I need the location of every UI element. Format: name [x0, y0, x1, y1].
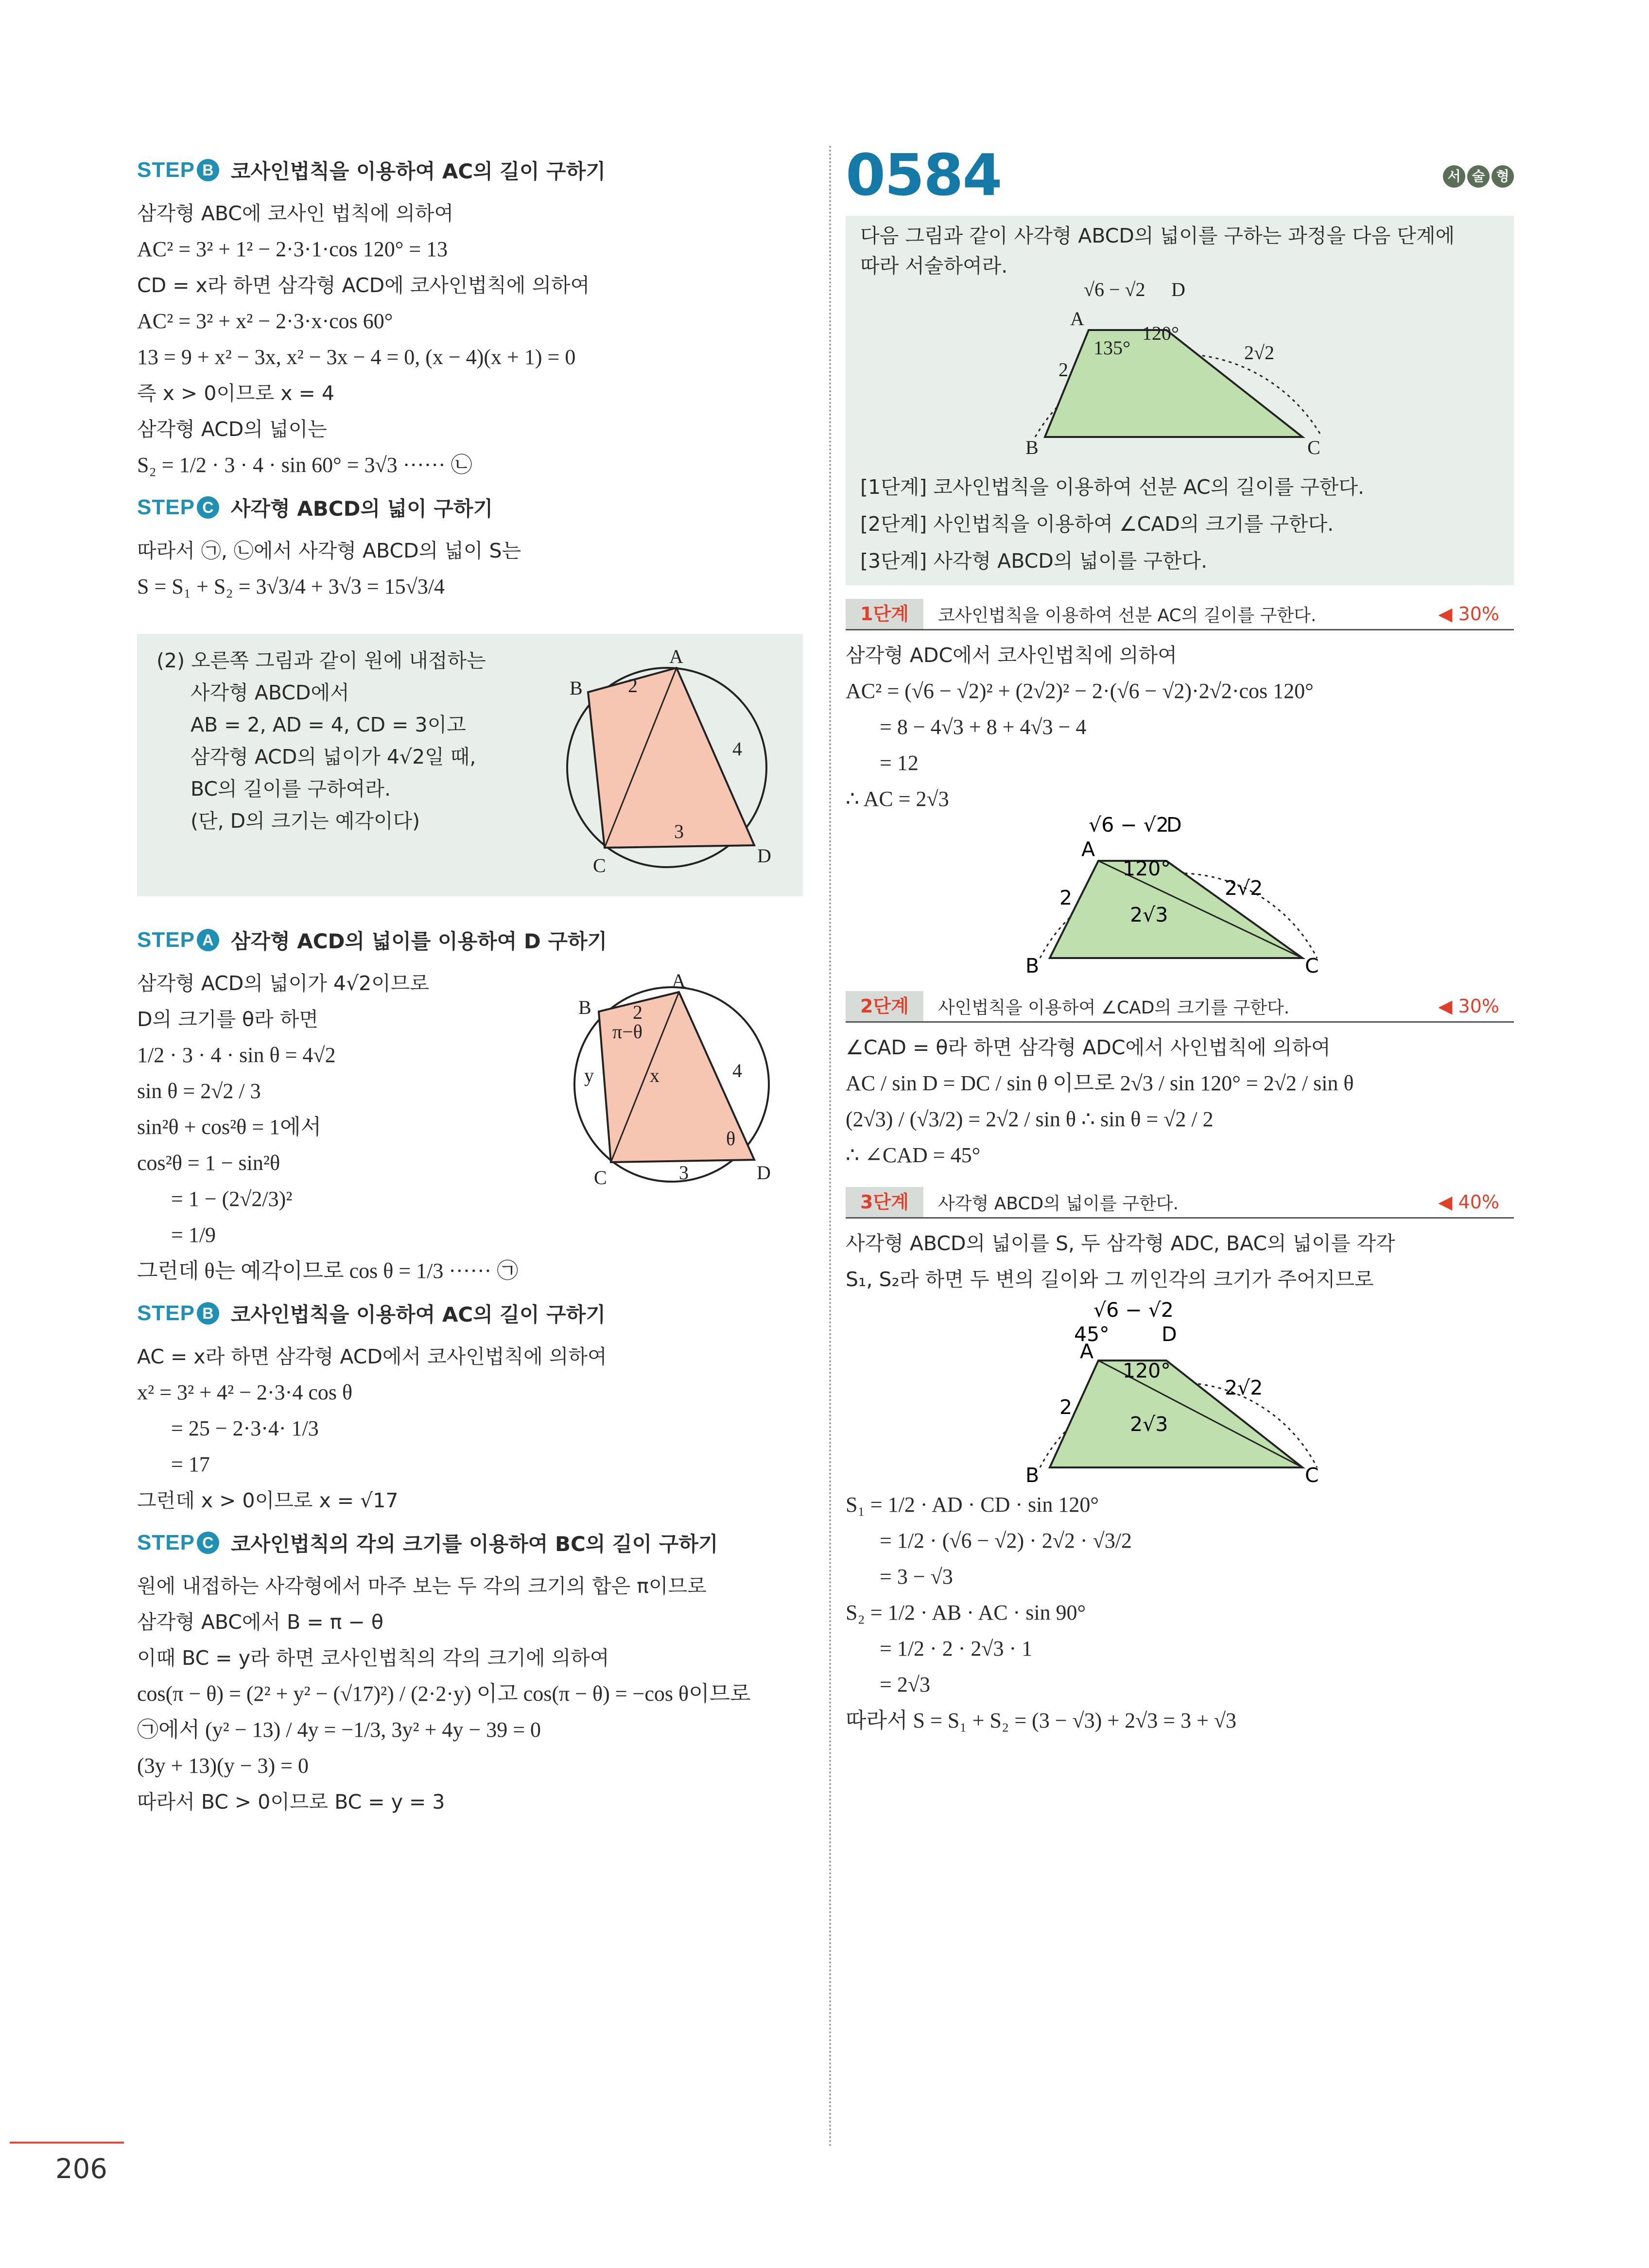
vertex-b-label: B — [1025, 954, 1040, 977]
step-c-heading — [137, 493, 803, 522]
problem-line: BC의 길이를 구하여라. — [191, 777, 391, 801]
equation-line: S = S₁ + S₂ = 3√3/4 + 3√3 = 15√3/4 — [137, 575, 445, 598]
text-line: 이때 BC = y라 하면 코사인법칙의 각의 크기에 의하여 — [137, 1646, 609, 1670]
text-line: D의 크기를 θ라 하면 — [137, 1008, 318, 1031]
essay-type-tag — [1443, 165, 1514, 188]
vertex-a-label: A — [669, 646, 683, 667]
angle-b-label: π−θ — [612, 1021, 642, 1043]
text-line: 삼각형 ACD의 넓이가 4√2이므로 — [137, 972, 429, 995]
step-label: STEP — [137, 928, 195, 952]
angle-d-label: 120° — [1123, 857, 1171, 880]
side-ab-label: 2 — [1059, 886, 1073, 909]
equation-line: x² = 3² + 4² − 2·3·4 cos θ — [137, 1380, 353, 1404]
text-line: 삼각형 ACD의 넓이는 — [137, 418, 327, 441]
equation-line: cos²θ = 1 − sin²θ — [137, 1151, 280, 1175]
equation-line: = 1/2 · 2 · 2√3 · 1 — [880, 1637, 1033, 1660]
equation-line: = 1/2 · (√6 − √2) · 2√2 · √3/2 — [880, 1529, 1132, 1553]
equation-line: S₁ = 1/2 · AD · CD · sin 120° — [846, 1493, 1099, 1517]
vertex-c-label: C — [1307, 436, 1320, 458]
side-ab-label: 2 — [1059, 359, 1068, 381]
equation-line: sin²θ + cos²θ = 1에서 — [137, 1115, 322, 1139]
inscribed-quadrilateral-figure — [565, 644, 769, 887]
equation-line: AC² = 3² + x² − 2·3·x·cos 60° — [137, 309, 393, 333]
step-label: STEP — [137, 1531, 195, 1554]
problem-line: 따라 서술하여라. — [860, 254, 1008, 278]
sub-problem-box — [137, 634, 803, 896]
page-number: 206 — [55, 2153, 107, 2185]
equation-line: = 2√3 — [880, 1673, 930, 1696]
text-line: 삼각형 ABC에 코사인 법칙에 의하여 — [137, 202, 454, 225]
trapezoid-figure-2 — [1025, 813, 1341, 977]
step-title: 코사인법칙을 이용하여 AC의 길이 구하기 — [230, 159, 606, 183]
diagonal-ac-label: 2√3 — [1130, 903, 1168, 926]
stage-percent: ◀ 30% — [1438, 995, 1499, 1017]
problem-line: 삼각형 ACD의 넓이가 4√2일 때, — [191, 745, 476, 768]
text-line: 사각형 ABCD의 넓이를 S, 두 삼각형 ADC, BAC의 넓이를 각각 — [846, 1232, 1395, 1255]
stage-badge: 3단계 — [846, 1187, 923, 1217]
quadrilateral-shape — [1050, 861, 1302, 958]
equation-line: = 1/9 — [171, 1223, 216, 1247]
tag-char: 형 — [1492, 165, 1514, 188]
side-cd-label: 3 — [674, 820, 684, 842]
side-ab-label: 2 — [628, 675, 638, 697]
angle-d-label: 120° — [1142, 322, 1179, 344]
stage-badge: 2단계 — [846, 991, 923, 1021]
right-column — [846, 141, 1514, 1739]
step-badge: B — [197, 159, 219, 181]
step-title: 사각형 ABCD의 넓이 구하기 — [230, 497, 493, 521]
equation-line: 1/2 · 3 · 4 · sin θ = 4√2 — [137, 1043, 336, 1067]
left-column — [137, 146, 803, 1820]
text-line: 그런데 x > 0이므로 x = √17 — [137, 1489, 399, 1512]
side-ad-label: 4 — [732, 1060, 742, 1082]
stage-description: [3단계] 사각형 ABCD의 넓이를 구한다. — [860, 549, 1208, 573]
stage-percent: ◀ 30% — [1438, 603, 1499, 625]
vertex-c-label: C — [1305, 1464, 1319, 1487]
stage-percent: ◀ 40% — [1438, 1191, 1499, 1213]
text-line: 삼각형 ABC에서 B = π − θ — [137, 1610, 383, 1634]
side-ab-label: 2 — [633, 1001, 642, 1023]
vertex-d-label: D — [757, 845, 771, 867]
equation-line: cos(π − θ) = (2² + y² − (√17)²) / (2·2·y) 이고 cos(π − θ) = −cos θ이므로 — [137, 1682, 751, 1706]
step-label: STEP — [137, 495, 195, 519]
text-line: 따라서 BC > 0이므로 BC = y = 3 — [137, 1790, 445, 1814]
step-a-body — [137, 965, 803, 1289]
problem-header — [846, 141, 1514, 209]
equation-line: ∴ AC = 2√3 — [846, 787, 949, 811]
angle-cad-label: 45° — [1074, 1323, 1110, 1346]
text-line: 따라서 ㉠, ㉡에서 사각형 ABCD의 넓이 S는 — [137, 539, 521, 562]
step-badge: B — [197, 1302, 219, 1325]
text-line: 삼각형 ADC에서 코사인법칙에 의하여 — [846, 644, 1177, 667]
equation-line: 13 = 9 + x² − 3x, x² − 3x − 4 = 0, (x − 4)(x + 1) = 0 — [137, 345, 576, 369]
step-label: STEP — [137, 1301, 195, 1325]
stage2-bar — [846, 991, 1514, 1023]
page-number-rule — [10, 2142, 124, 2144]
text-line: CD = x라 하면 삼각형 ACD에 코사인법칙에 의하여 — [137, 274, 590, 297]
stage-badge: 1단계 — [846, 599, 923, 629]
problem-line: 사각형 ABCD에서 — [191, 681, 349, 704]
vertex-d-label: D — [1166, 813, 1182, 837]
problem-line: AB = 2, AD = 4, CD = 3이고 — [191, 713, 466, 736]
vertex-b-label: B — [1025, 1464, 1040, 1487]
step-badge: C — [197, 496, 219, 519]
equation-line: (3y + 13)(y − 3) = 0 — [137, 1754, 309, 1778]
equation-line: = 3 − √3 — [880, 1565, 953, 1588]
side-cd-label: 2√2 — [1244, 342, 1274, 364]
equation-line: 따라서 S = S₁ + S₂ = (3 − √3) + 2√3 = 3 + √3 — [846, 1709, 1237, 1732]
vertex-a-label: A — [1070, 308, 1084, 330]
vertex-c-label: C — [593, 855, 606, 876]
vertex-c-label: C — [1305, 954, 1319, 977]
vertex-d-label: D — [1171, 279, 1185, 300]
stage-description: [2단계] 사인법칙을 이용하여 ∠CAD의 크기를 구한다. — [860, 512, 1334, 536]
equation-line: 그런데 θ는 예각이므로 cos θ = 1/3 ······ ㉠ — [137, 1259, 519, 1283]
problem-line: 다음 그림과 같이 사각형 ABCD의 넓이를 구하는 과정을 다음 단계에 — [860, 224, 1455, 247]
step-c-heading-2 — [137, 1528, 803, 1557]
step-b-heading-2 — [137, 1299, 803, 1328]
stage-title: 사각형 ABCD의 넓이를 구한다. — [937, 1193, 1179, 1214]
vertex-c-label: C — [594, 1167, 607, 1188]
stage-description: [1단계] 코사인법칙을 이용하여 선분 AC의 길이를 구한다. — [860, 475, 1364, 499]
text-line: AC = x라 하면 삼각형 ACD에서 코사인법칙에 의하여 — [137, 1345, 607, 1368]
vertex-b-label: B — [578, 996, 591, 1018]
side-cd-label: 2√2 — [1225, 1376, 1263, 1399]
side-bc-label: y — [584, 1064, 594, 1086]
vertex-b-label: B — [570, 677, 583, 699]
equation-line: = 17 — [171, 1452, 210, 1476]
step-label: STEP — [137, 158, 195, 182]
tag-char: 서 — [1443, 165, 1465, 188]
side-ad-label: √6 − √2 — [1084, 279, 1146, 300]
column-divider — [829, 146, 831, 2148]
step-title: 삼각형 ACD의 넓이를 이용하여 D 구하기 — [230, 929, 608, 953]
angle-d-label: θ — [726, 1128, 736, 1150]
trapezoid-figure — [1016, 277, 1356, 461]
angle-a-label: 135° — [1094, 337, 1130, 359]
equation-line: = 1 − (2√2/3)² — [171, 1187, 293, 1211]
side-cd-label: 2√2 — [1225, 876, 1263, 900]
equation-line: AC / sin D = DC / sin θ 이므로 2√3 / sin 120° = 2√2 / sin θ — [846, 1071, 1354, 1095]
step-badge: A — [197, 929, 219, 951]
step-badge: C — [197, 1532, 219, 1554]
problem-line: (2) 오른쪽 그림과 같이 원에 내접하는 — [156, 649, 486, 672]
equation-line: S₂ = 1/2 · 3 · 4 · sin 60° = 3√3 ······ ㉡ — [137, 453, 472, 477]
vertex-d-label: D — [757, 1162, 771, 1184]
tag-char: 술 — [1467, 165, 1490, 188]
vertex-a-label: A — [1081, 837, 1095, 861]
vertex-a-label: A — [1080, 1340, 1094, 1363]
inscribed-quadrilateral-figure-2 — [570, 965, 779, 1194]
problem-box — [846, 216, 1514, 585]
equation-line: ㉠에서 (y² − 13) / 4y = −1/3, 3y² + 4y − 39 = 0 — [137, 1718, 541, 1742]
equation-line: S₂ = 1/2 · AB · AC · sin 90° — [846, 1601, 1086, 1624]
side-ad-label: √6 − √2 — [1089, 813, 1169, 837]
problem-line: (단, D의 크기는 예각이다) — [191, 809, 420, 833]
diagonal-ac-label: x — [650, 1064, 660, 1086]
angle-d-label: 120° — [1123, 1359, 1171, 1382]
vertex-b-label: B — [1025, 436, 1039, 458]
text-line: 원에 내접하는 사각형에서 마주 보는 두 각의 크기의 합은 π이므로 — [137, 1574, 707, 1598]
side-cd-label: 3 — [679, 1162, 689, 1184]
text-line: ∠CAD = θ라 하면 삼각형 ADC에서 사인법칙에 의하여 — [846, 1036, 1331, 1059]
diagonal-ac-label: 2√3 — [1130, 1413, 1168, 1436]
quadrilateral-shape — [588, 668, 754, 848]
equation-line: = 12 — [880, 751, 919, 775]
step-b-heading — [137, 156, 803, 185]
side-ad-label: 4 — [732, 738, 742, 760]
trapezoid-figure-3 — [1025, 1297, 1341, 1487]
step-title: 코사인법칙의 각의 크기를 이용하여 BC의 길이 구하기 — [230, 1532, 718, 1556]
vertex-a-label: A — [672, 970, 686, 992]
stage3-bar — [846, 1187, 1514, 1219]
equation-line: (2√3) / (√3/2) = 2√2 / sin θ ∴ sin θ = √2 / 2 — [846, 1107, 1214, 1131]
equation-line: AC² = (√6 − √2)² + (2√2)² − 2·(√6 − √2)·2√2·cos 120° — [846, 679, 1314, 703]
side-ab-label: 2 — [1059, 1396, 1073, 1419]
equation-line: = 25 − 2·3·4· 1/3 — [171, 1416, 319, 1440]
equation-line: sin θ = 2√2 / 3 — [137, 1079, 261, 1103]
text-line: S₁, S₂라 하면 두 변의 길이와 그 끼인각의 크기가 주어지므로 — [846, 1268, 1374, 1291]
stage-title: 코사인법칙을 이용하여 선분 AC의 길이를 구한다. — [937, 605, 1317, 626]
step-title: 코사인법칙을 이용하여 AC의 길이 구하기 — [230, 1303, 606, 1326]
problem-number: 0584 — [846, 141, 1002, 209]
text-line: 즉 x > 0이므로 x = 4 — [137, 382, 335, 405]
equation-line: AC² = 3² + 1² − 2·3·1·cos 120° = 13 — [137, 237, 448, 261]
quadrilateral-shape — [1050, 1361, 1302, 1467]
equation-line: = 8 − 4√3 + 8 + 4√3 − 4 — [880, 715, 1087, 739]
equation-line: ∴ ∠CAD = 45° — [846, 1143, 981, 1167]
vertex-d-label: D — [1162, 1323, 1177, 1346]
stage-title: 사인법칙을 이용하여 ∠CAD의 크기를 구한다. — [937, 997, 1290, 1018]
stage1-bar — [846, 599, 1514, 630]
side-ad-label: √6 − √2 — [1094, 1298, 1174, 1322]
step-a-heading — [137, 925, 803, 955]
